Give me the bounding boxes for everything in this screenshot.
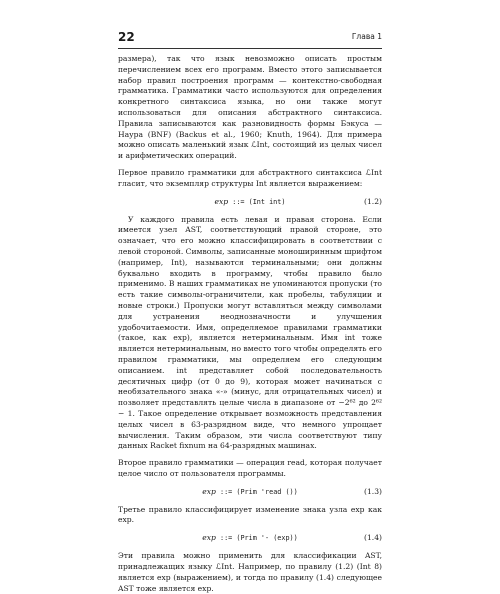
equation-body [215,197,286,208]
equation-number: (1.3) [363,486,382,496]
header-rule [118,48,382,49]
paragraph: размера), так что язык невозможно описать простым перечислением всех его программ. Вместо этого записывается набор правил построения программ — контекстно-свободная грамматика. Грамматики часто используются для определения конкретного синтаксиса языка, но они также могут использоваться для описания абстрактного синтаксиса. Правила записываются как разновидность формы Бэкуса — Наура (BNF) (Backus et al., 1960; Knuth, 1964). Для примера можно описать маленький язык ℒInt, состоящий из целых чисел и арифметических операций. [118,54,382,161]
running-header [118,30,382,46]
equation-arrow: ::= [215,534,237,543]
paragraph: Второе правило грамматики — операция read, которая получает целое число от пользователя программы. [118,458,382,478]
chapter-title: Глава 1 [351,32,382,41]
equation-lhs: exp [202,533,216,543]
equation-arrow: ::= [215,487,237,496]
equation-number: (1.4) [363,533,382,543]
equation-arrow: ::= [228,197,249,206]
grammar-rule-1-4 [118,533,382,544]
grammar-rule-1-3 [118,487,382,498]
paragraph: Третье правило классифицирует изменение знака узла exp как exp. [118,504,382,525]
equation-rhs: (Int int) [248,197,286,206]
page-body [118,54,382,594]
equation-rhs: (Prim 'read ()) [236,487,298,496]
paragraph: Эти правила можно применить для классификации AST, принадлежащих языку ℒInt. Например, по правилу (1.2) (Int 8) является exp (выражением), и тогда по правилу (1.4) следующее AST тоже является exp. [118,551,382,593]
equation-body [202,487,298,498]
equation-lhs: exp [202,486,216,496]
paragraph: У каждого правила есть левая и правая сторона. Если имеется узел AST, соответствующий правой стороне, это означает, что его можно классифицировать в соответствии с левой стороной. Символы, записанные моноширинным шрифтом (например, Int), называются терминальными; они должны буквально входить в программу, чтобы правило было применимо. В наших грамматиках не упоминаются пропуски (то есть такие символы-ограничители, как пробелы, табуляции и новые строки.) Пропуски могут вставляться между символами для устранения неоднозначности и улучшения удобочитаемости. Имя, определяемое правилами грамматики (такое, как exp), является нетерминальным. Имя int тоже является нетерминальным, но вместо того чтобы определять его правилом грамматики, мы определяем его следующим описанием. int представляет собой последовательность десятичных цифр (от 0 до 9), которая может начинаться с необязательного знака «-» (минус, для отрицательных чисел) и позволяет представлять целые числа в диапазоне от −2⁶² до 2⁶² − 1. Такое определение открывает возможность представления целых чисел в 63-разрядном виде, что немного упрощает вычисления. Таким образом, эти числа соответствуют типу данных Racket fixnum на 64-разрядных машинах. [118,214,382,451]
equation-lhs: exp [214,196,229,206]
grammar-rule-1-2 [118,197,382,208]
page-number: 22 [118,30,135,44]
equation-rhs: (Prim '- (exp)) [236,534,298,543]
paragraph: Первое правило грамматики для абстрактного синтаксиса ℒInt гласит, что экземпляр структуры Int является выражением: [118,167,382,188]
equation-number: (1.2) [363,196,382,206]
equation-body [202,533,298,544]
